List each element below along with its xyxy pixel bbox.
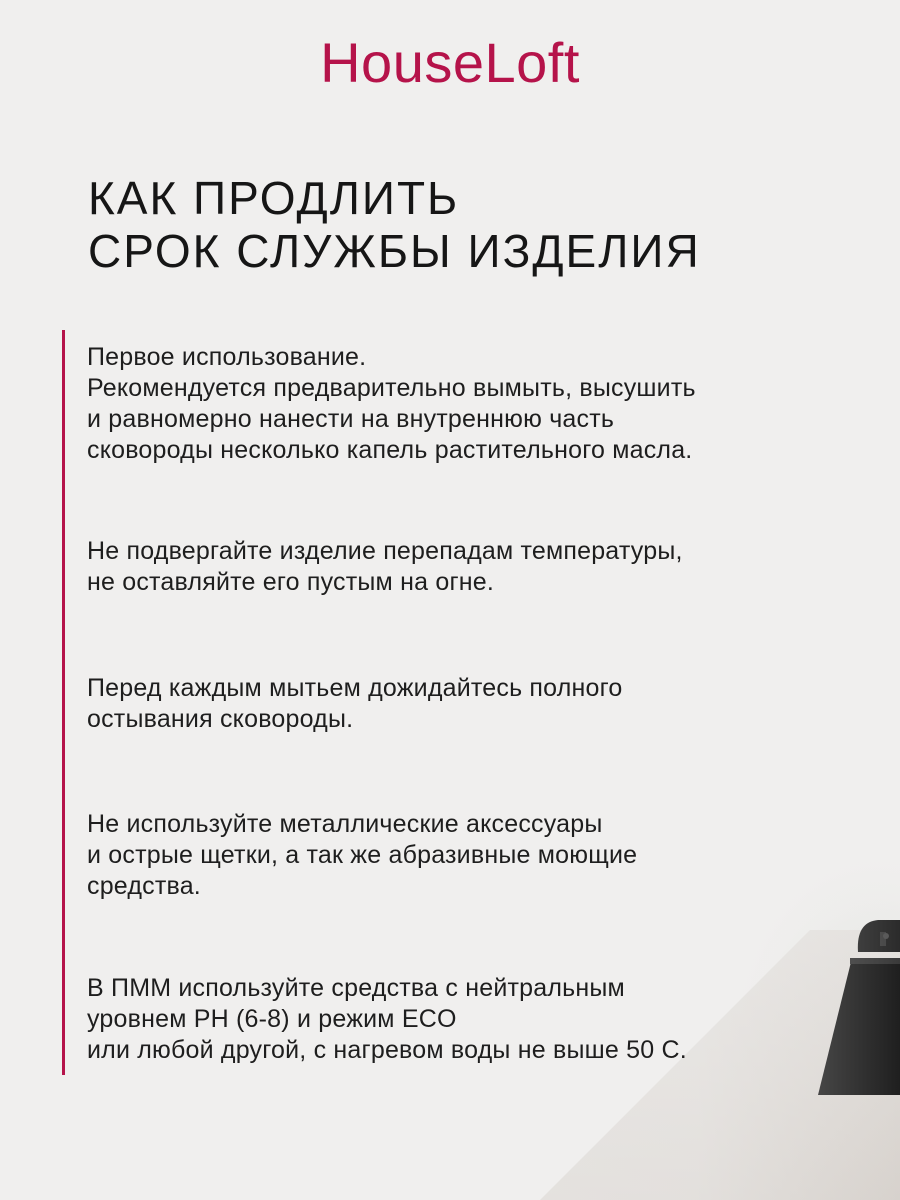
brand-logo: HouseLoft	[320, 31, 580, 94]
tip-accessories	[87, 809, 637, 902]
tip-line: и равномерно нанести на внутреннюю часть	[87, 405, 615, 433]
accent-divider	[62, 330, 65, 1075]
tip-cooling	[87, 673, 623, 735]
tip-line: Перед каждым мытьем дожидайтесь полного	[87, 674, 623, 702]
tip-line: В ПММ используйте средства с нейтральным	[87, 974, 625, 1002]
tip-first-use	[87, 342, 696, 466]
tip-temperature	[87, 536, 683, 598]
tip-line: не оставляйте его пустым на огне.	[87, 568, 495, 596]
page-title-line: КАК ПРОДЛИТЬ	[88, 172, 460, 224]
page-title-line: СРОК СЛУЖБЫ ИЗДЕЛИЯ	[88, 225, 701, 277]
tip-line: или любой другой, с нагревом воды не выше 50 С.	[87, 1036, 687, 1064]
tip-line: средства.	[87, 872, 201, 900]
tip-line: остывания сковороды.	[87, 705, 354, 733]
tip-dishwasher	[87, 973, 687, 1066]
tip-line: уровнем PH (6-8) и режим ECO	[87, 1005, 457, 1033]
tip-line: Не используйте металлические аксессуары	[87, 810, 603, 838]
tip-line: Не подвергайте изделие перепадам температуры,	[87, 537, 683, 565]
tip-line: Первое использование.	[87, 343, 367, 371]
tip-line: Рекомендуется предварительно вымыть, высушить	[87, 374, 696, 402]
tip-line: и острые щетки, а так же абразивные моющие	[87, 841, 638, 869]
page-title	[88, 172, 701, 278]
tip-line: сковороды несколько капель растительного масла.	[87, 436, 693, 464]
